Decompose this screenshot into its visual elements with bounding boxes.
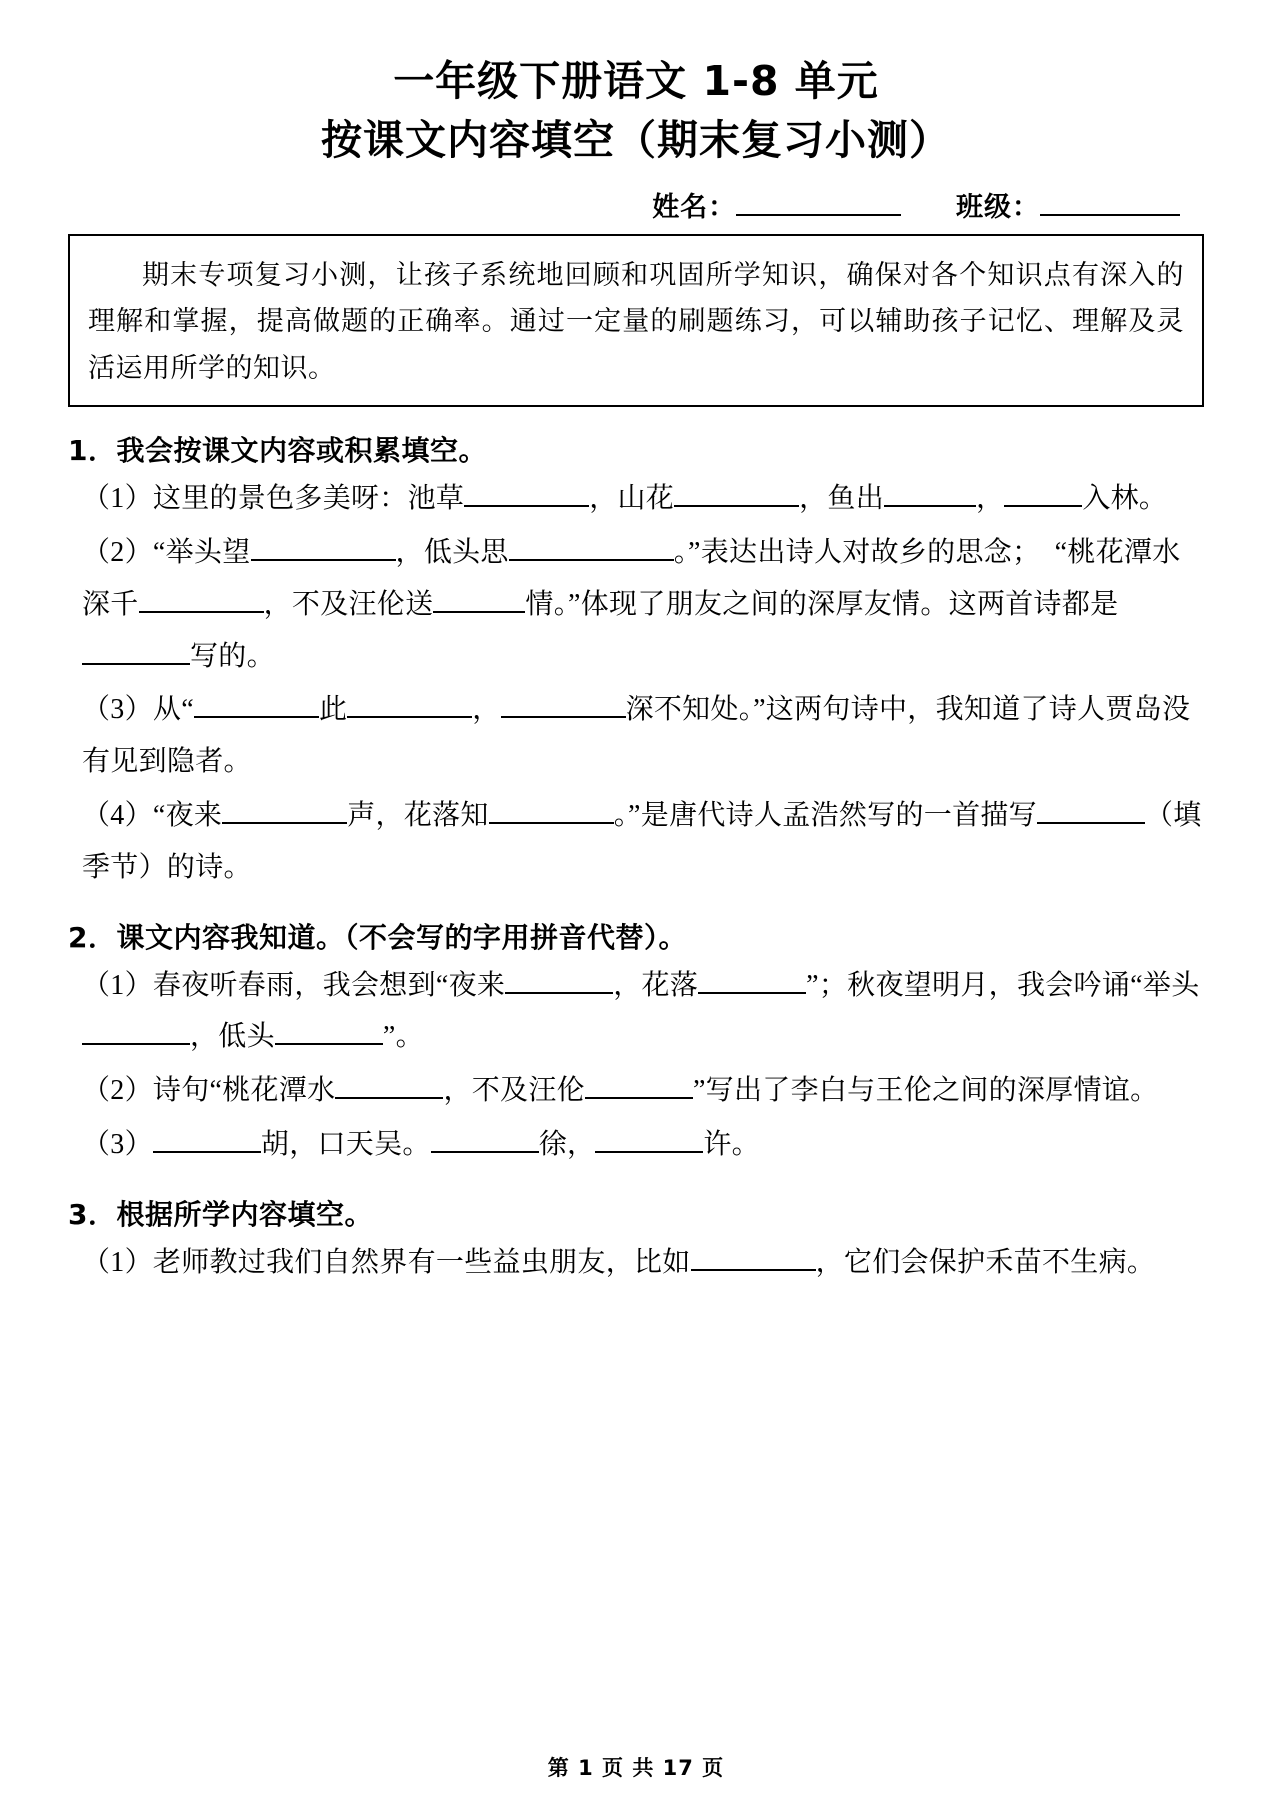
intro-box <box>68 234 1204 407</box>
question-text: （4）“夜来 <box>82 799 223 831</box>
answer-blank[interactable] <box>251 559 396 561</box>
answer-blank[interactable] <box>489 822 614 824</box>
answer-blank[interactable] <box>275 1043 383 1045</box>
question-text: ，鱼出 <box>799 483 885 515</box>
question-text: ，不及汪伦送 <box>263 588 434 620</box>
question-text: ，花落 <box>613 969 699 1001</box>
answer-blank[interactable] <box>153 1151 261 1153</box>
question-text: 入林。 <box>1082 483 1168 515</box>
title-line-1: 一年级下册语文 1-8 单元 <box>393 57 879 105</box>
question-text: ”；秋夜望明月，我会吟诵“举头 <box>806 969 1200 1001</box>
question-text: （填季节）的诗。 <box>82 799 1202 883</box>
question-2-2 <box>68 1065 1204 1117</box>
question-text: ，不及汪伦 <box>443 1075 585 1107</box>
section-heading-1: 1．我会按课文内容或积累填空。 <box>68 434 487 468</box>
answer-blank[interactable] <box>1004 505 1082 507</box>
name-input-blank[interactable] <box>736 214 901 216</box>
answer-blank[interactable] <box>194 716 319 718</box>
answer-blank[interactable] <box>509 559 674 561</box>
question-text: ，低头思 <box>395 536 509 568</box>
question-text: 写的。 <box>190 640 275 672</box>
answer-blank[interactable] <box>82 663 190 665</box>
answer-blank[interactable] <box>464 505 589 507</box>
question-1-1 <box>68 473 1204 525</box>
question-2-1 <box>68 960 1204 1064</box>
question-text: （1）这里的景色多美呀：池草 <box>82 483 465 515</box>
name-field <box>652 185 901 224</box>
question-text: 。”是唐代诗人孟浩然写的一首描写 <box>613 799 1037 831</box>
answer-blank[interactable] <box>698 992 806 994</box>
intro-text: 期末专项复习小测，让孩子系统地回顾和巩固所学知识，确保对各个知识点有深入的理解和掌握，提高做题的正确率。通过一定量的刷题练习，可以辅助孩子记忆、理解及灵活运用所学的知识。 <box>88 259 1184 383</box>
question-text: 声，花落知 <box>347 799 489 831</box>
answer-blank[interactable] <box>433 611 525 613</box>
answer-blank[interactable] <box>884 505 976 507</box>
question-text: （2）诗句“桃花潭水 <box>82 1075 336 1107</box>
question-1-2 <box>68 527 1204 682</box>
answer-blank[interactable] <box>139 611 264 613</box>
class-field <box>956 185 1180 224</box>
question-text: ， <box>976 483 1005 515</box>
answer-blank[interactable] <box>674 505 799 507</box>
question-text: （3） <box>82 1128 153 1160</box>
answer-blank[interactable] <box>431 1151 539 1153</box>
question-text: ，山花 <box>589 483 675 515</box>
page-footer: 第 1 页 共 17 页 <box>547 1756 725 1780</box>
title-line-2: 按课文内容填空（期末复习小测） <box>321 116 951 165</box>
answer-blank[interactable] <box>1037 822 1145 824</box>
question-text: （1）老师教过我们自然界有一些益虫朋友，比如 <box>82 1246 691 1278</box>
question-text: 徐， <box>538 1128 596 1160</box>
answer-blank[interactable] <box>505 992 613 994</box>
answer-blank[interactable] <box>691 1269 816 1271</box>
student-info-row <box>68 185 1204 224</box>
section-heading-2: 2．课文内容我知道。（不会写的字用拼音代替）。 <box>68 920 687 954</box>
question-text: ，它们会保护禾苗不生病。 <box>815 1246 1156 1278</box>
answer-blank[interactable] <box>222 822 347 824</box>
question-1-4 <box>68 790 1204 894</box>
question-2-3 <box>68 1119 1204 1171</box>
answer-blank[interactable] <box>595 1151 703 1153</box>
question-text: 。”表达出诗人对故乡的思念； “桃花潭水深千 <box>82 536 1181 620</box>
name-label: 姓名： <box>652 191 737 223</box>
question-text: 此 <box>318 694 348 726</box>
question-3-1 <box>68 1237 1204 1289</box>
answer-blank[interactable] <box>501 716 626 718</box>
question-text: ， <box>472 694 501 726</box>
question-text: ”写出了李白与王伦之间的深厚情谊。 <box>692 1075 1159 1107</box>
answer-blank[interactable] <box>335 1097 443 1099</box>
question-text: 胡，口天吴。 <box>260 1128 431 1160</box>
page-title <box>68 52 1204 171</box>
question-text: 情。”体现了朋友之间的深厚友情。这两首诗都是 <box>525 588 1119 620</box>
question-text: 深不知处。”这两句诗中，我知道了诗人贾岛没有见到隐者。 <box>82 694 1191 778</box>
question-text: ”。 <box>382 1021 424 1053</box>
question-text: （1）春夜听春雨，我会想到“夜来 <box>82 969 506 1001</box>
question-text: （2）“举头望 <box>82 536 251 568</box>
section-heading-3: 3．根据所学内容填空。 <box>68 1197 373 1231</box>
answer-blank[interactable] <box>347 716 472 718</box>
class-label: 班级： <box>956 191 1040 223</box>
question-text: ，低头 <box>190 1021 275 1053</box>
question-text: 许。 <box>703 1128 760 1160</box>
class-input-blank[interactable] <box>1040 214 1180 216</box>
answer-blank[interactable] <box>82 1043 190 1045</box>
question-1-3 <box>68 684 1204 788</box>
answer-blank[interactable] <box>585 1097 693 1099</box>
question-text: （3）从“ <box>82 694 194 726</box>
